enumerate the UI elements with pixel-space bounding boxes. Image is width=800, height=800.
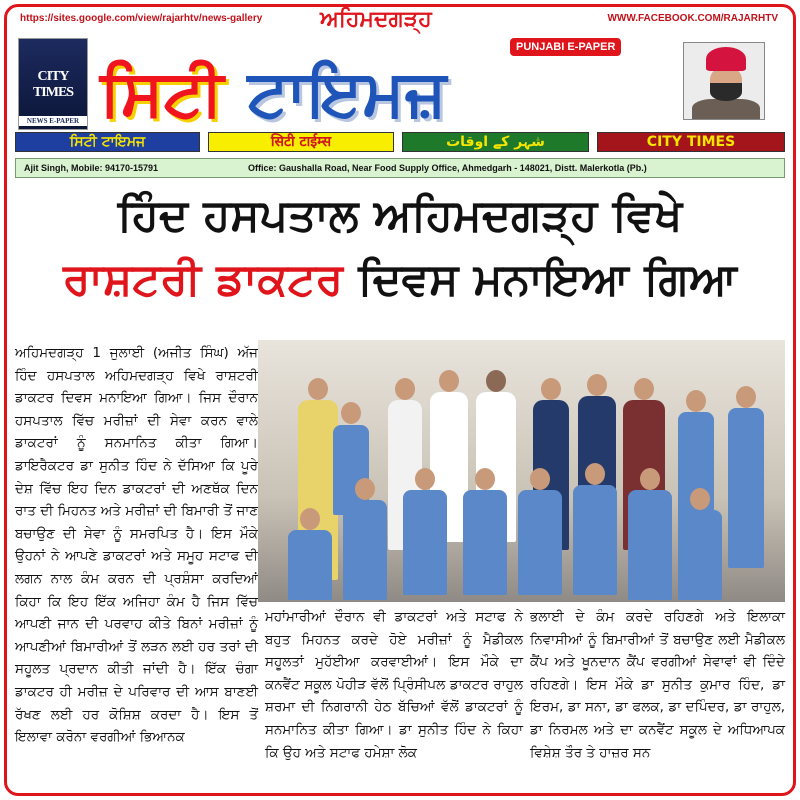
paper-name-banner: CITY TIMES (597, 132, 785, 152)
contact-bar (15, 158, 785, 178)
news-photo (258, 340, 785, 602)
headline-line-2 (14, 252, 786, 308)
paper-name-banner: सिटी टाईम्स (208, 132, 394, 152)
masthead-title-blue: ਟਾਇਮਜ਼ (247, 57, 447, 131)
reporter-photo (683, 42, 765, 120)
article-column-3: ਭਲਾਈ ਦੇ ਕੰਮ ਕਰਦੇ ਰਹਿਣਗੇ ਅਤੇ ਇਲਾਕਾ ਨਿਵਾਸੀਆਂ ਨੂੰ ਬਿਮਾਰੀਆਂ ਤੋਂ ਬਚਾਉਣ ਲਈ ਮੈਡੀਕਲ ਕੈਂਪ ਅਤੇ ਖੂਨਦਾਨ ਕੈਂਪ ਵਰਗੀਆਂ ਸੇਵਾਵਾਂ ਵੀ ਦਿੰਦੇ ਰਹਿਣਗੇ। ਇਸ ਮੌਕੇ ਡਾ ਸੁਨੀਤ ਕੁਮਾਰ ਹਿੰਦ, ਡਾ ਇਰਮ, ਡਾ ਸਨਾ, ਡਾ ਫਲਕ, ਡਾ ਦਪਿੰਦਰ, ਡਾ ਰਾਹੁਲ, ਡਾ ਨਿਰਮਲ ਅਤੇ ਦਾ ਕਨਵੈਂਟ ਸਕੂਲ ਦੇ ਅਧਿਆਪਕ ਵਿਸ਼ੇਸ਼ ਤੌਰ ਤੇ ਹਾਜ਼ਰ ਸਨ (530, 609, 785, 761)
masthead-title-red: ਸਿਟੀ (100, 57, 224, 131)
headline-line-1: ਹਿੰਦ ਹਸਪਤਾਲ ਅਹਿਮਦਗੜ੍ਹ ਵਿਖੇ (117, 190, 683, 241)
headline-black: ਦਿਵਸ ਮਨਾਇਆ ਗਿਆ (342, 254, 737, 305)
punjabi-epaper-badge: PUNJABI E-PAPER (510, 38, 621, 56)
masthead-title (100, 58, 678, 130)
website-url[interactable]: https://sites.google.com/view/rajarhtv/news-gallery (20, 13, 263, 24)
facebook-url[interactable]: WWW.FACEBOOK.COM/RAJARHTV (607, 13, 778, 24)
office-address: Office: Gaushalla Road, Near Food Supply Office, Ahmedgarh - 148021, Distt. Malerkotla (Pb.) (248, 163, 647, 173)
city-times-logo (18, 38, 88, 130)
article-column-1: ਅਹਿਮਦਗੜ੍ਹ 1 ਜੁਲਾਈ (ਅਜੀਤ ਸਿੰਘ) ਅੱਜ ਹਿੰਦ ਹਸਪਤਾਲ ਅਹਿਮਦਗੜ੍ਹ ਵਿਖੇ ਰਾਸ਼ਟਰੀ ਡਾਕਟਰ ਦਿਵਸ ਮਨਾਇਆ ਗਿਆ। ਜਿਸ ਦੌਰਾਨ ਹਸਪਤਾਲ ਵਿੱਚ ਮਰੀਜ਼ਾਂ ਦੀ ਸੇਵਾ ਕਰਨ ਵਾਲੇ ਡਾਕਟਰਾਂ ਨੂੰ ਸਨਮਾਨਿਤ ਕੀਤਾ ਗਿਆ। ਡਾਇਰੈਕਟਰ ਡਾ ਸੁਨੀਤ ਹਿੰਦ ਨੇ ਦੱਸਿਆ ਕਿ ਪੂਰੇ ਦੇਸ਼ ਵਿੱਚ ਇਹ ਦਿਨ ਡਾਕਟਰਾਂ ਦੀ ਅਣਥੱਕ ਦਿਨ ਰਾਤ ਦੀ ਮਿਹਨਤ ਅਤੇ ਮਰੀਜ਼ਾਂ ਦੀ ਬਿਮਾਰੀ ਤੋਂ ਜਾਣ ਬਚਾਉਣ ਦੀ ਸੇਵਾ ਨੂੰ ਸਮਰਪਿਤ ਹੈ। ਇਸ ਮੌਕੇ ਉਹਨਾਂ ਨੇ ਆਪਣੇ ਡਾਕਟਰਾਂ ਅਤੇ ਸਮੂਹ ਸਟਾਫ ਦੀ ਲਗਨ ਨਾਲ ਕੰਮ ਕਰਨ ਦੀ ਪ੍ਰਸ਼ੰਸਾ ਕਰਦਿਆਂ ਕਿਹਾ ਕਿ ਇਹ ਇੱਕ ਅਜਿਹਾ ਕੰਮ ਹੈ ਜਿਸ ਵਿੱਚ ਆਪਣੀ ਜਾਨ ਦੀ ਪਰਵਾਹ ਕੀਤੇ ਬਿਨਾਂ ਮਰੀਜ਼ਾਂ ਨੂੰ ਆਪਣੀਆਂ ਬਿਮਾਰੀਆਂ ਤੋਂ ਲੜਨ ਲਈ ਹਰ ਤਰਾਂ ਦੀ ਸਹੂਲਤ ਪ੍ਰਦਾਨ ਕੀਤੀ ਜਾਂਦੀ ਹੈ। ਇੱਕ ਚੰਗਾ ਡਾਕਟਰ ਹੀ ਮਰੀਜ਼ ਦੇ ਪਰਿਵਾਰ ਦੀ ਆਸ ਬਾਣਈ ਰੱਖਣ ਲਈ ਹਰ ਕੋਸ਼ਿਸ਼ ਕਰਦਾ ਹੈ। ਇਸ ਤੋਂ ਇਲਾਵਾ ਕਰੋਨਾ ਵਰਗੀਆਂ ਭਿਆਨਕ (15, 345, 258, 746)
paper-name-banner: شہر کے اوقات (402, 132, 589, 152)
contact-info: Ajit Singh, Mobile: 94170-15791 (24, 163, 159, 173)
logo-title: CITY TIMES (32, 69, 74, 100)
paper-name-banner: ਸਿਟੀ ਟਾਇਮਜ (15, 132, 200, 152)
article-column-2: ਮਹਾਂਮਾਰੀਆਂ ਦੌਰਾਨ ਵੀ ਡਾਕਟਰਾਂ ਅਤੇ ਸਟਾਫ ਨੇ ਬਹੁਤ ਮਿਹਨਤ ਕਰਦੇ ਹੋਏ ਮਰੀਜ਼ਾਂ ਨੂੰ ਮੈਡੀਕਲ ਸਹੂਲਤਾਂ ਮੁਹੱਈਆ ਕਰਵਾਈਆਂ। ਇਸ ਮੌਕੇ ਦਾ ਕਨਵੈਂਟ ਸਕੂਲ ਪੋਹੀੜ ਵੱਲੋਂ ਪ੍ਰਿੰਸੀਪਲ ਡਾਕਟਰ ਰਾਹੁਲ ਸ਼ਰਮਾ ਦੀ ਨਿਗਰਾਨੀ ਹੇਠ ਬੱਚਿਆਂ ਵੱਲੋਂ ਡਾਕਟਰਾਂ ਨੂੰ ਸਨਮਾਨਿਤ ਕੀਤਾ ਗਿਆ। ਡਾ ਸੁਨੀਤ ਹਿੰਦ ਨੇ ਕਿਹਾ ਕਿ ਉਹ ਅਤੇ ਸਟਾਫ ਹਮੇਸ਼ਾ ਲੋਕ (265, 609, 523, 761)
logo-subtitle: NEWS E-PAPER (19, 116, 87, 126)
headline-red: ਰਾਸ਼ਟਰੀ ਡਾਕਟਰ (63, 254, 343, 305)
city-name: ਅਹਿਮਦਗੜ੍ਹ (320, 7, 432, 32)
